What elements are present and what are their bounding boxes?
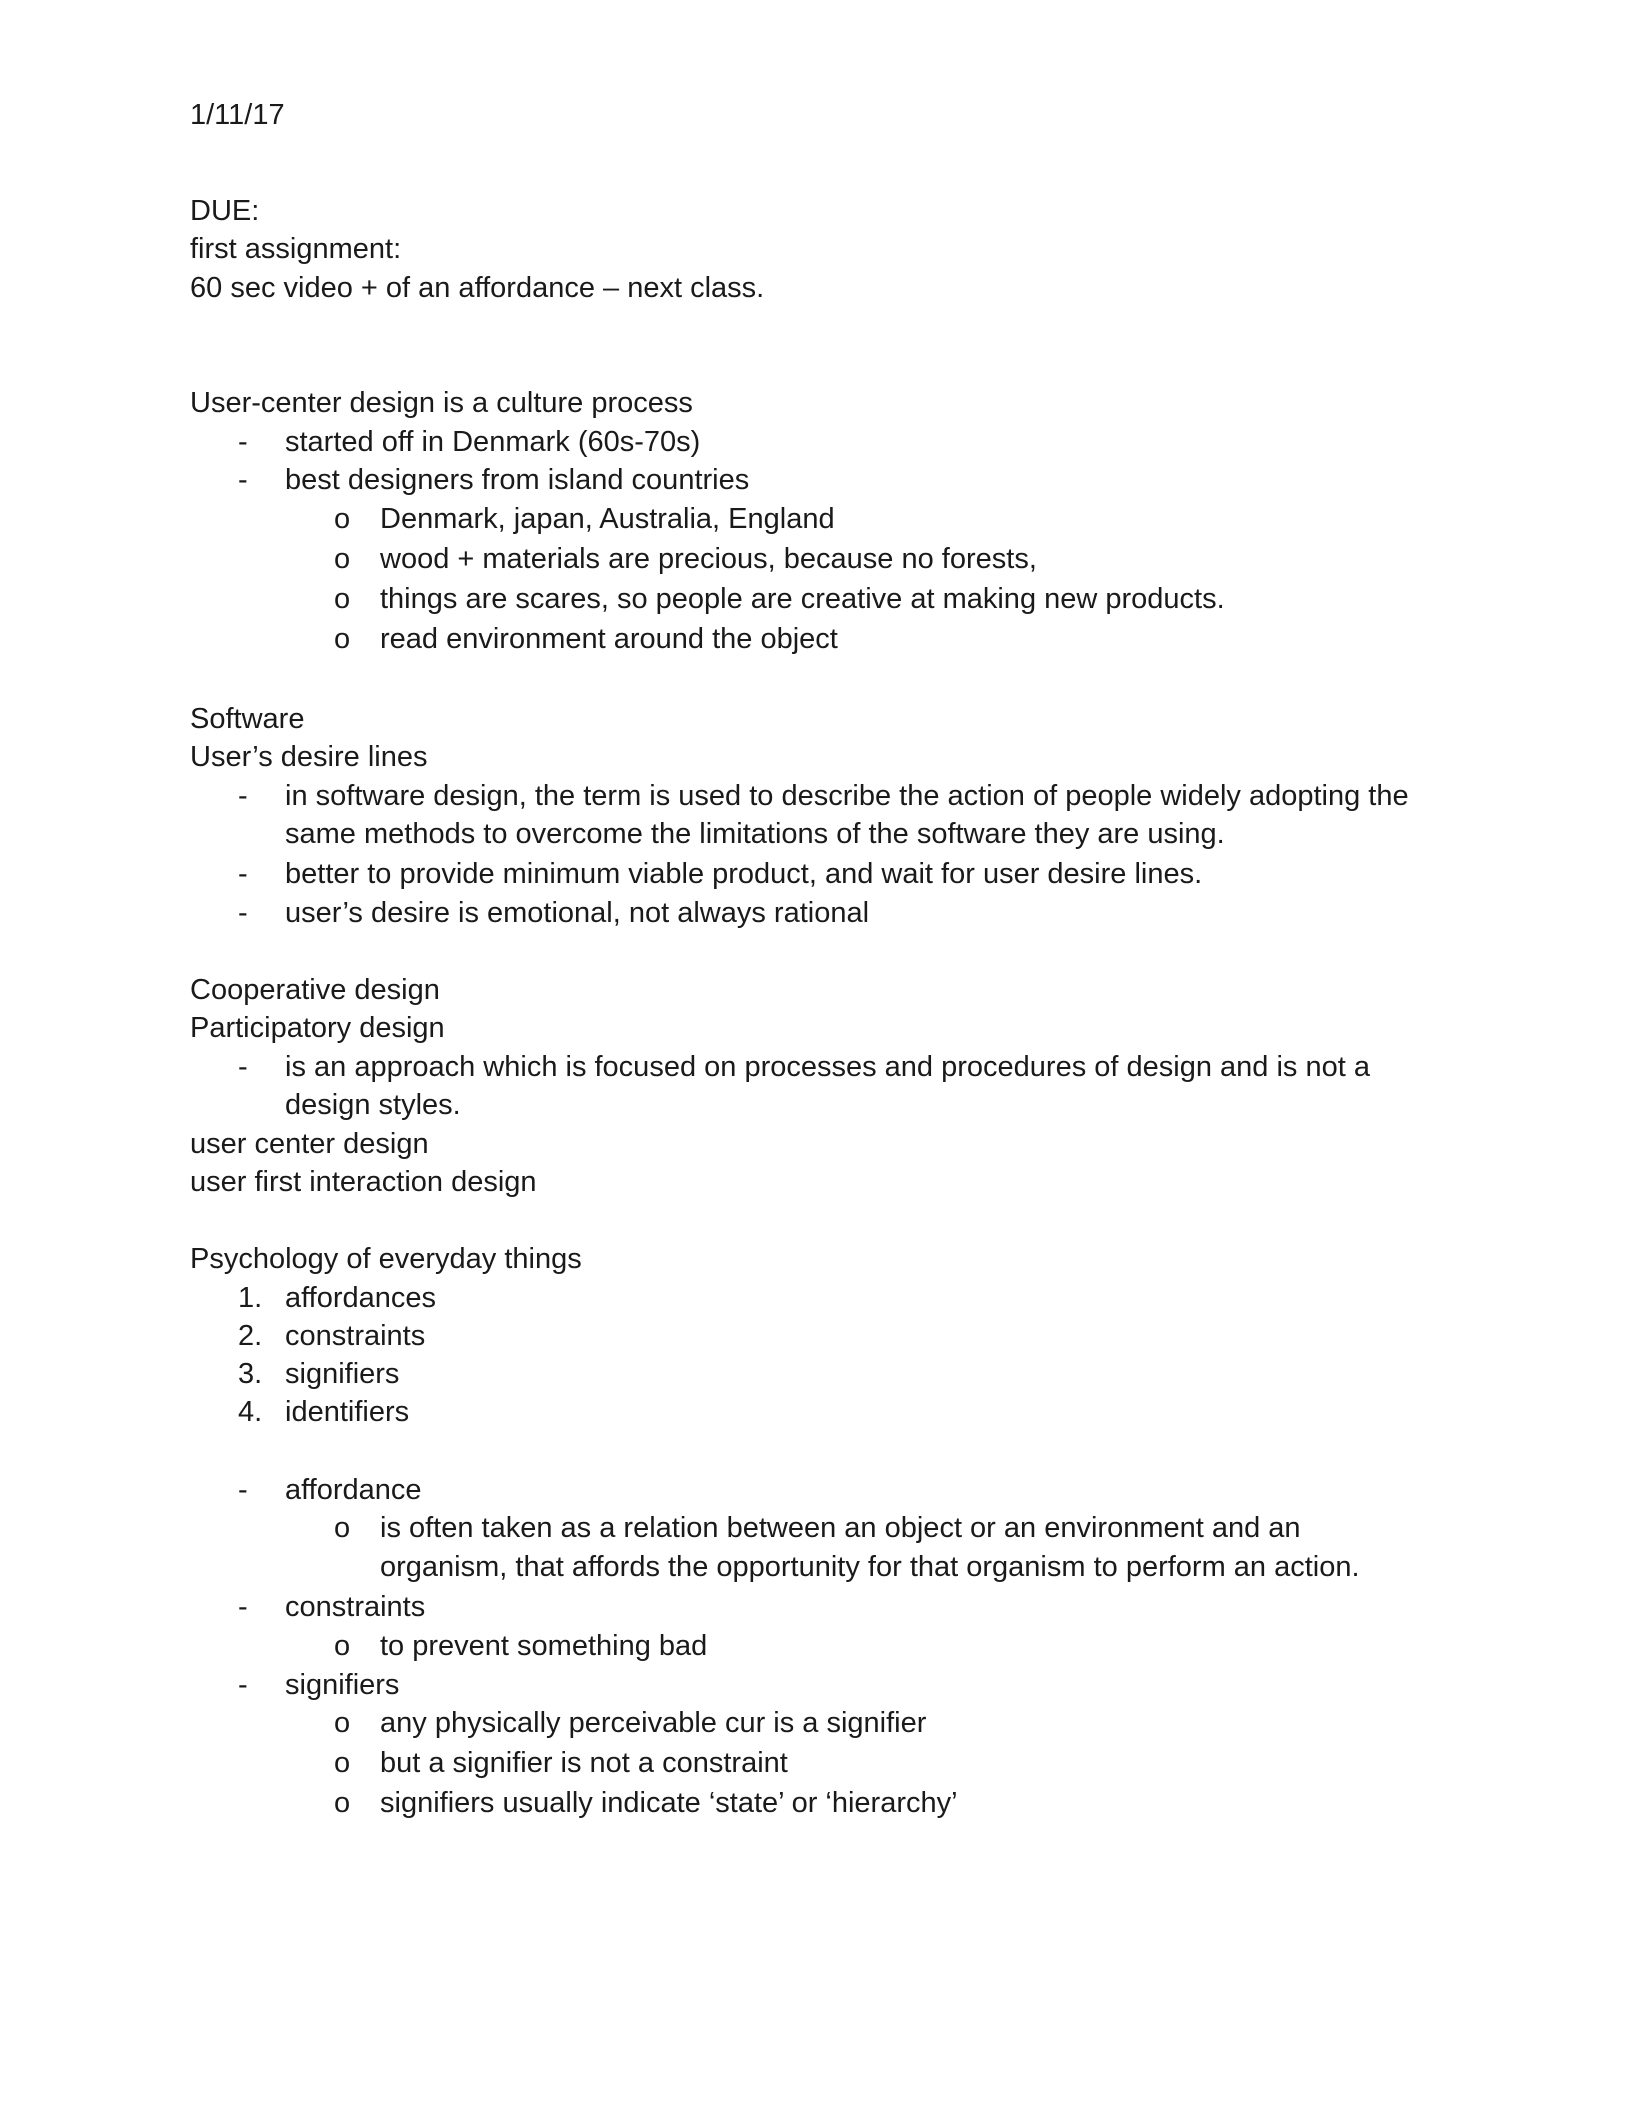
bullet-circle: o xyxy=(334,503,351,535)
bullet-dash: - xyxy=(238,464,248,496)
cooperative-heading: Cooperative design xyxy=(190,974,440,1006)
sub-list-item-continuation: organism, that affords the opportunity for that organism to perform an action. xyxy=(380,1551,1360,1583)
desire-lines-heading: User’s desire lines xyxy=(190,741,428,773)
bullet-dash: - xyxy=(238,858,248,890)
bullet-circle: o xyxy=(334,543,351,575)
bullet-dash: - xyxy=(238,1591,248,1623)
list-number: 3. xyxy=(238,1358,263,1390)
list-number: 4. xyxy=(238,1396,263,1428)
list-item-continuation: same methods to overcome the limitations of the software they are using. xyxy=(285,818,1225,850)
bullet-circle: o xyxy=(334,623,351,655)
sub-list-item: Denmark, japan, Australia, England xyxy=(380,503,835,535)
bullet-circle: o xyxy=(334,1707,351,1739)
bullet-circle: o xyxy=(334,1747,351,1779)
list-item: signifiers xyxy=(285,1669,400,1701)
bullet-circle: o xyxy=(334,1630,351,1662)
list-item-continuation: design styles. xyxy=(285,1089,461,1121)
list-item: affordance xyxy=(285,1474,422,1506)
bullet-circle: o xyxy=(334,1787,351,1819)
bullet-dash: - xyxy=(238,1669,248,1701)
text-line: user first interaction design xyxy=(190,1166,537,1198)
bullet-circle: o xyxy=(334,1512,351,1544)
ucd-heading: User-center design is a culture process xyxy=(190,387,693,419)
bullet-dash: - xyxy=(238,426,248,458)
software-heading: Software xyxy=(190,703,305,735)
sub-list-item: things are scares, so people are creative at making new products. xyxy=(380,583,1225,615)
participatory-heading: Participatory design xyxy=(190,1012,445,1044)
list-number: 1. xyxy=(238,1282,263,1314)
bullet-dash: - xyxy=(238,1474,248,1506)
list-item: started off in Denmark (60s-70s) xyxy=(285,426,701,458)
numbered-item: identifiers xyxy=(285,1396,410,1428)
list-item: is an approach which is focused on processes and procedures of design and is not a xyxy=(285,1051,1370,1083)
bullet-dash: - xyxy=(238,1051,248,1083)
sub-list-item: to prevent something bad xyxy=(380,1630,708,1662)
sub-list-item: read environment around the object xyxy=(380,623,838,655)
list-item: user’s desire is emotional, not always rational xyxy=(285,897,870,929)
sub-list-item: but a signifier is not a constraint xyxy=(380,1747,788,1779)
date-line: 1/11/17 xyxy=(190,99,285,131)
due-heading: DUE: xyxy=(190,195,260,227)
sub-list-item: signifiers usually indicate ‘state’ or ‘hierarchy’ xyxy=(380,1787,958,1819)
numbered-item: affordances xyxy=(285,1282,437,1314)
due-line-2: 60 sec video + of an affordance – next class. xyxy=(190,272,765,304)
psychology-heading: Psychology of everyday things xyxy=(190,1243,582,1275)
list-number: 2. xyxy=(238,1320,263,1352)
sub-list-item: is often taken as a relation between an object or an environment and an xyxy=(380,1512,1301,1544)
list-item: better to provide minimum viable product, and wait for user desire lines. xyxy=(285,858,1203,890)
due-line-1: first assignment: xyxy=(190,233,402,265)
bullet-dash: - xyxy=(238,780,248,812)
list-item: constraints xyxy=(285,1591,426,1623)
list-item: best designers from island countries xyxy=(285,464,750,496)
sub-list-item: wood + materials are precious, because no forests, xyxy=(380,543,1037,575)
list-item: in software design, the term is used to describe the action of people widely adopting the xyxy=(285,780,1409,812)
numbered-item: constraints xyxy=(285,1320,426,1352)
sub-list-item: any physically perceivable cur is a signifier xyxy=(380,1707,927,1739)
bullet-dash: - xyxy=(238,897,248,929)
bullet-circle: o xyxy=(334,583,351,615)
text-line: user center design xyxy=(190,1128,429,1160)
numbered-item: signifiers xyxy=(285,1358,400,1390)
